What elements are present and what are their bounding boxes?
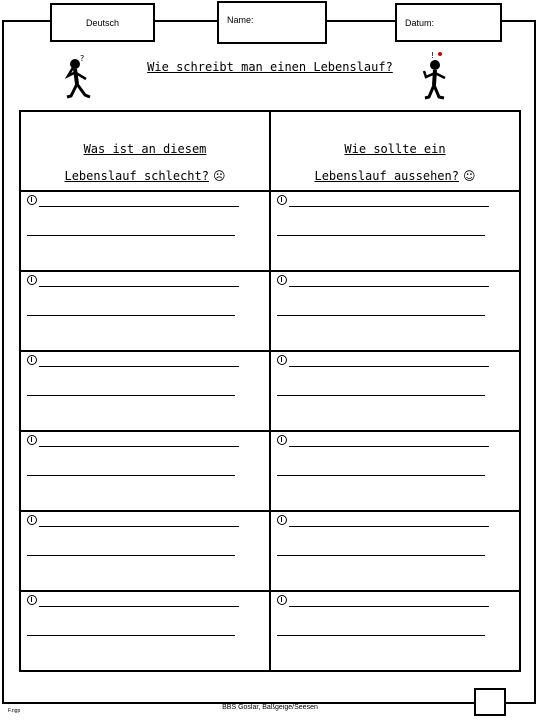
- writing-line[interactable]: [27, 635, 235, 636]
- answer-table: [19, 110, 521, 672]
- writing-line[interactable]: [27, 235, 235, 236]
- answer-row: [20, 431, 520, 511]
- answer-row: [20, 351, 520, 431]
- answer-cell-bad[interactable]: [20, 271, 270, 351]
- answer-row: [20, 191, 520, 271]
- writing-line[interactable]: [27, 315, 235, 316]
- pointing-finger-icon: [277, 355, 287, 365]
- pointing-finger-icon: [27, 195, 37, 205]
- column-header-bad: [20, 111, 270, 191]
- writing-line[interactable]: [289, 606, 489, 607]
- writing-line[interactable]: [289, 526, 489, 527]
- pointing-finger-icon: [27, 515, 37, 525]
- pointing-finger-icon: [27, 355, 37, 365]
- writing-line[interactable]: [289, 366, 489, 367]
- sad-face-icon: ☹: [212, 169, 226, 183]
- answer-cell-good[interactable]: [270, 431, 520, 511]
- excited-figure-icon: [421, 49, 455, 103]
- answer-cell-bad[interactable]: [20, 431, 270, 511]
- smiley-face-icon: ☺: [462, 169, 476, 183]
- subject-box: [50, 3, 155, 42]
- pointing-finger-icon: [277, 275, 287, 285]
- worksheet-title: Wie schreibt man einen Lebenslauf?: [147, 60, 393, 74]
- footer-left-text: F.ngp: [8, 708, 21, 714]
- column-header-good: [270, 111, 520, 191]
- column-header-line1: Wie sollte ein: [344, 142, 446, 156]
- svg-text:?: ?: [80, 54, 85, 63]
- writing-line[interactable]: [27, 395, 235, 396]
- pointing-finger-icon: [277, 435, 287, 445]
- column-header-line1: Was ist an diesem: [83, 142, 207, 156]
- writing-line[interactable]: [39, 286, 239, 287]
- writing-line[interactable]: [27, 475, 235, 476]
- writing-line[interactable]: [39, 446, 239, 447]
- column-header-line2: Lebenslauf aussehen?: [314, 169, 459, 183]
- name-label: Name:: [227, 15, 254, 25]
- pointing-finger-icon: [277, 595, 287, 605]
- writing-line[interactable]: [289, 286, 489, 287]
- pointing-finger-icon: [27, 275, 37, 285]
- name-field[interactable]: [217, 1, 327, 44]
- answer-cell-bad[interactable]: [20, 591, 270, 671]
- page-number-box: [474, 688, 506, 716]
- pointing-finger-icon: [27, 435, 37, 445]
- writing-line[interactable]: [289, 206, 489, 207]
- column-header-line2: Lebenslauf schlecht?: [64, 169, 209, 183]
- answer-cell-good[interactable]: [270, 591, 520, 671]
- pointing-finger-icon: [277, 195, 287, 205]
- writing-line[interactable]: [39, 366, 239, 367]
- date-field[interactable]: [395, 3, 502, 42]
- answer-cell-good[interactable]: [270, 191, 520, 271]
- writing-line[interactable]: [277, 555, 485, 556]
- writing-line[interactable]: [39, 206, 239, 207]
- writing-line[interactable]: [289, 446, 489, 447]
- answer-cell-good[interactable]: [270, 271, 520, 351]
- svg-text:!: !: [431, 51, 435, 60]
- date-label: Datum:: [405, 18, 435, 28]
- writing-line[interactable]: [27, 555, 235, 556]
- writing-line[interactable]: [277, 395, 485, 396]
- pointing-finger-icon: [27, 595, 37, 605]
- writing-line[interactable]: [39, 606, 239, 607]
- writing-line[interactable]: [277, 475, 485, 476]
- writing-line[interactable]: [277, 315, 485, 316]
- footer-school-text: BBS Goslar, Baßgeige/Seesen: [222, 704, 318, 711]
- answer-cell-bad[interactable]: [20, 511, 270, 591]
- answer-cell-bad[interactable]: [20, 191, 270, 271]
- answer-row: [20, 591, 520, 671]
- writing-line[interactable]: [277, 235, 485, 236]
- subject-label: Deutsch: [85, 17, 120, 28]
- answer-cell-good[interactable]: [270, 351, 520, 431]
- pointing-finger-icon: [277, 515, 287, 525]
- answer-row: [20, 511, 520, 591]
- answer-cell-good[interactable]: [270, 511, 520, 591]
- answer-cell-bad[interactable]: [20, 351, 270, 431]
- writing-line[interactable]: [39, 526, 239, 527]
- answer-row: [20, 271, 520, 351]
- writing-line[interactable]: [277, 635, 485, 636]
